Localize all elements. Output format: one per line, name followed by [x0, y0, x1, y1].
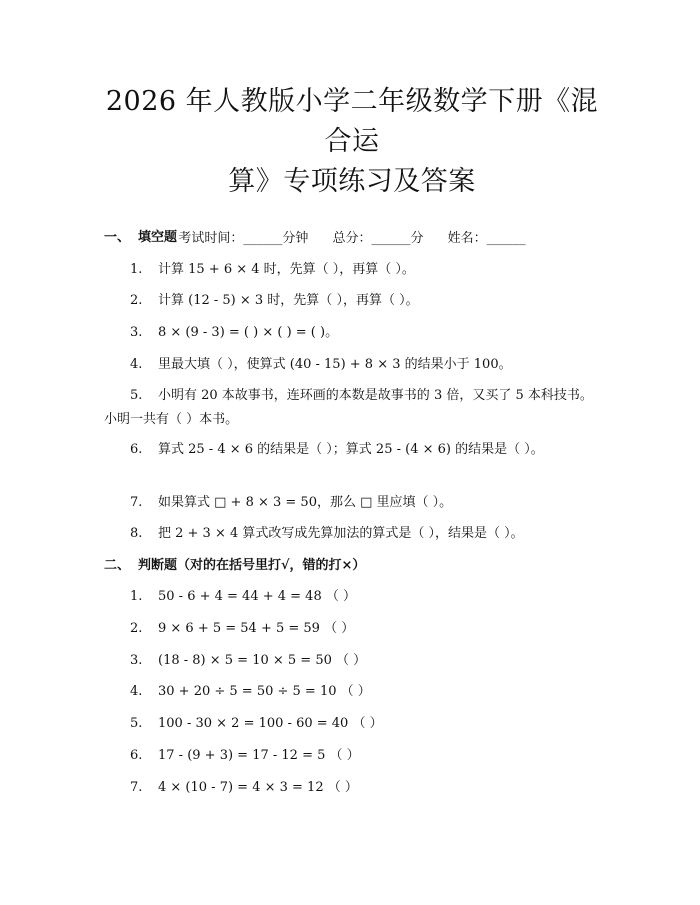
question-number: 7. [130, 780, 143, 795]
question-text: 里最大填（ ），使算式 (40 - 15) + 8 × 3 的结果小于 100。 [158, 357, 512, 372]
question-text: (18 - 8) × 5 = 10 × 5 = 50 （ ） [158, 653, 367, 668]
question-number: 3. [130, 653, 143, 668]
question-text: 8 × (9 - 3) = ( ) × ( ) = ( )。 [158, 325, 339, 340]
question [104, 384, 600, 432]
question [104, 353, 600, 377]
document-title [104, 0, 600, 202]
question [104, 522, 600, 546]
question-number: 7. [130, 495, 143, 510]
question [104, 289, 600, 313]
section-heading [104, 229, 600, 247]
total-score: 总分：______分 [332, 231, 424, 246]
question-text: 算式 25 - 4 × 6 的结果是（ ）；算式 25 - (4 × 6) 的结果是（ ）。 [158, 442, 544, 457]
question [104, 744, 600, 768]
question [104, 649, 600, 673]
question-number: 4. [130, 684, 143, 699]
question-text: 30 + 20 ÷ 5 = 50 ÷ 5 = 10 （ ） [158, 684, 371, 699]
question-number: 3. [130, 325, 143, 340]
question [104, 712, 600, 736]
question [104, 258, 600, 282]
question-number: 1. [130, 262, 143, 277]
question-number: 6. [130, 442, 143, 457]
question [104, 438, 600, 462]
student-name: 姓名：______ [447, 231, 526, 246]
question [104, 776, 600, 800]
question [104, 491, 600, 515]
question [104, 617, 600, 641]
question-number: 1. [130, 589, 143, 604]
question-text: 小明有 20 本故事书，连环画的本数是故事书的 3 倍，又买了 5 本科技书。小明一共有（ ）本书。 [104, 388, 593, 427]
section-true-false [104, 557, 600, 795]
question-text: 如果算式 □ + 8 × 3 = 50，那么 □ 里应填（ ）。 [158, 495, 453, 510]
section-title: 填空题 [138, 230, 178, 245]
question [104, 585, 600, 609]
question-text: 50 - 6 + 4 = 44 + 4 = 48 （ ） [158, 589, 356, 604]
question-number: 2. [130, 293, 143, 308]
question-number: 5. [130, 388, 143, 403]
section-fill-in [104, 229, 600, 541]
question-number: 2. [130, 621, 143, 636]
section-number: 二、 [104, 558, 131, 573]
question-text: 9 × 6 + 5 = 54 + 5 = 59 （ ） [158, 621, 355, 636]
section-number: 一、 [104, 230, 131, 245]
question-number: 8. [130, 526, 143, 541]
question-number: 5. [130, 716, 143, 731]
question [104, 680, 600, 704]
question-text: 100 - 30 × 2 = 100 - 60 = 40 （ ） [158, 716, 383, 731]
exam-time: 考试时间：______分钟 [178, 231, 309, 246]
question-text: 把 2 + 3 × 4 算式改写成先算加法的算式是（ ），结果是（ ）。 [158, 526, 524, 541]
question-text: 4 × (10 - 7) = 4 × 3 = 12 （ ） [158, 780, 358, 795]
question-text: 计算 (12 - 5) × 3 时，先算（ ），再算（ ）。 [158, 293, 419, 308]
section-title: 判断题（对的在括号里打√，错的打×） [138, 558, 366, 573]
question-text: 计算 15 + 6 × 4 时，先算（ ），再算（ ）。 [158, 262, 415, 277]
question-number: 4. [130, 357, 143, 372]
section-heading [104, 557, 600, 575]
title-line-1: 2026 年人教版小学二年级数学下册《混合运 [105, 86, 599, 157]
question-text: 17 - (9 + 3) = 17 - 12 = 5 （ ） [158, 748, 360, 763]
question-number: 6. [130, 748, 143, 763]
title-line-2: 算》专项练习及答案 [228, 166, 476, 197]
question [104, 321, 600, 345]
